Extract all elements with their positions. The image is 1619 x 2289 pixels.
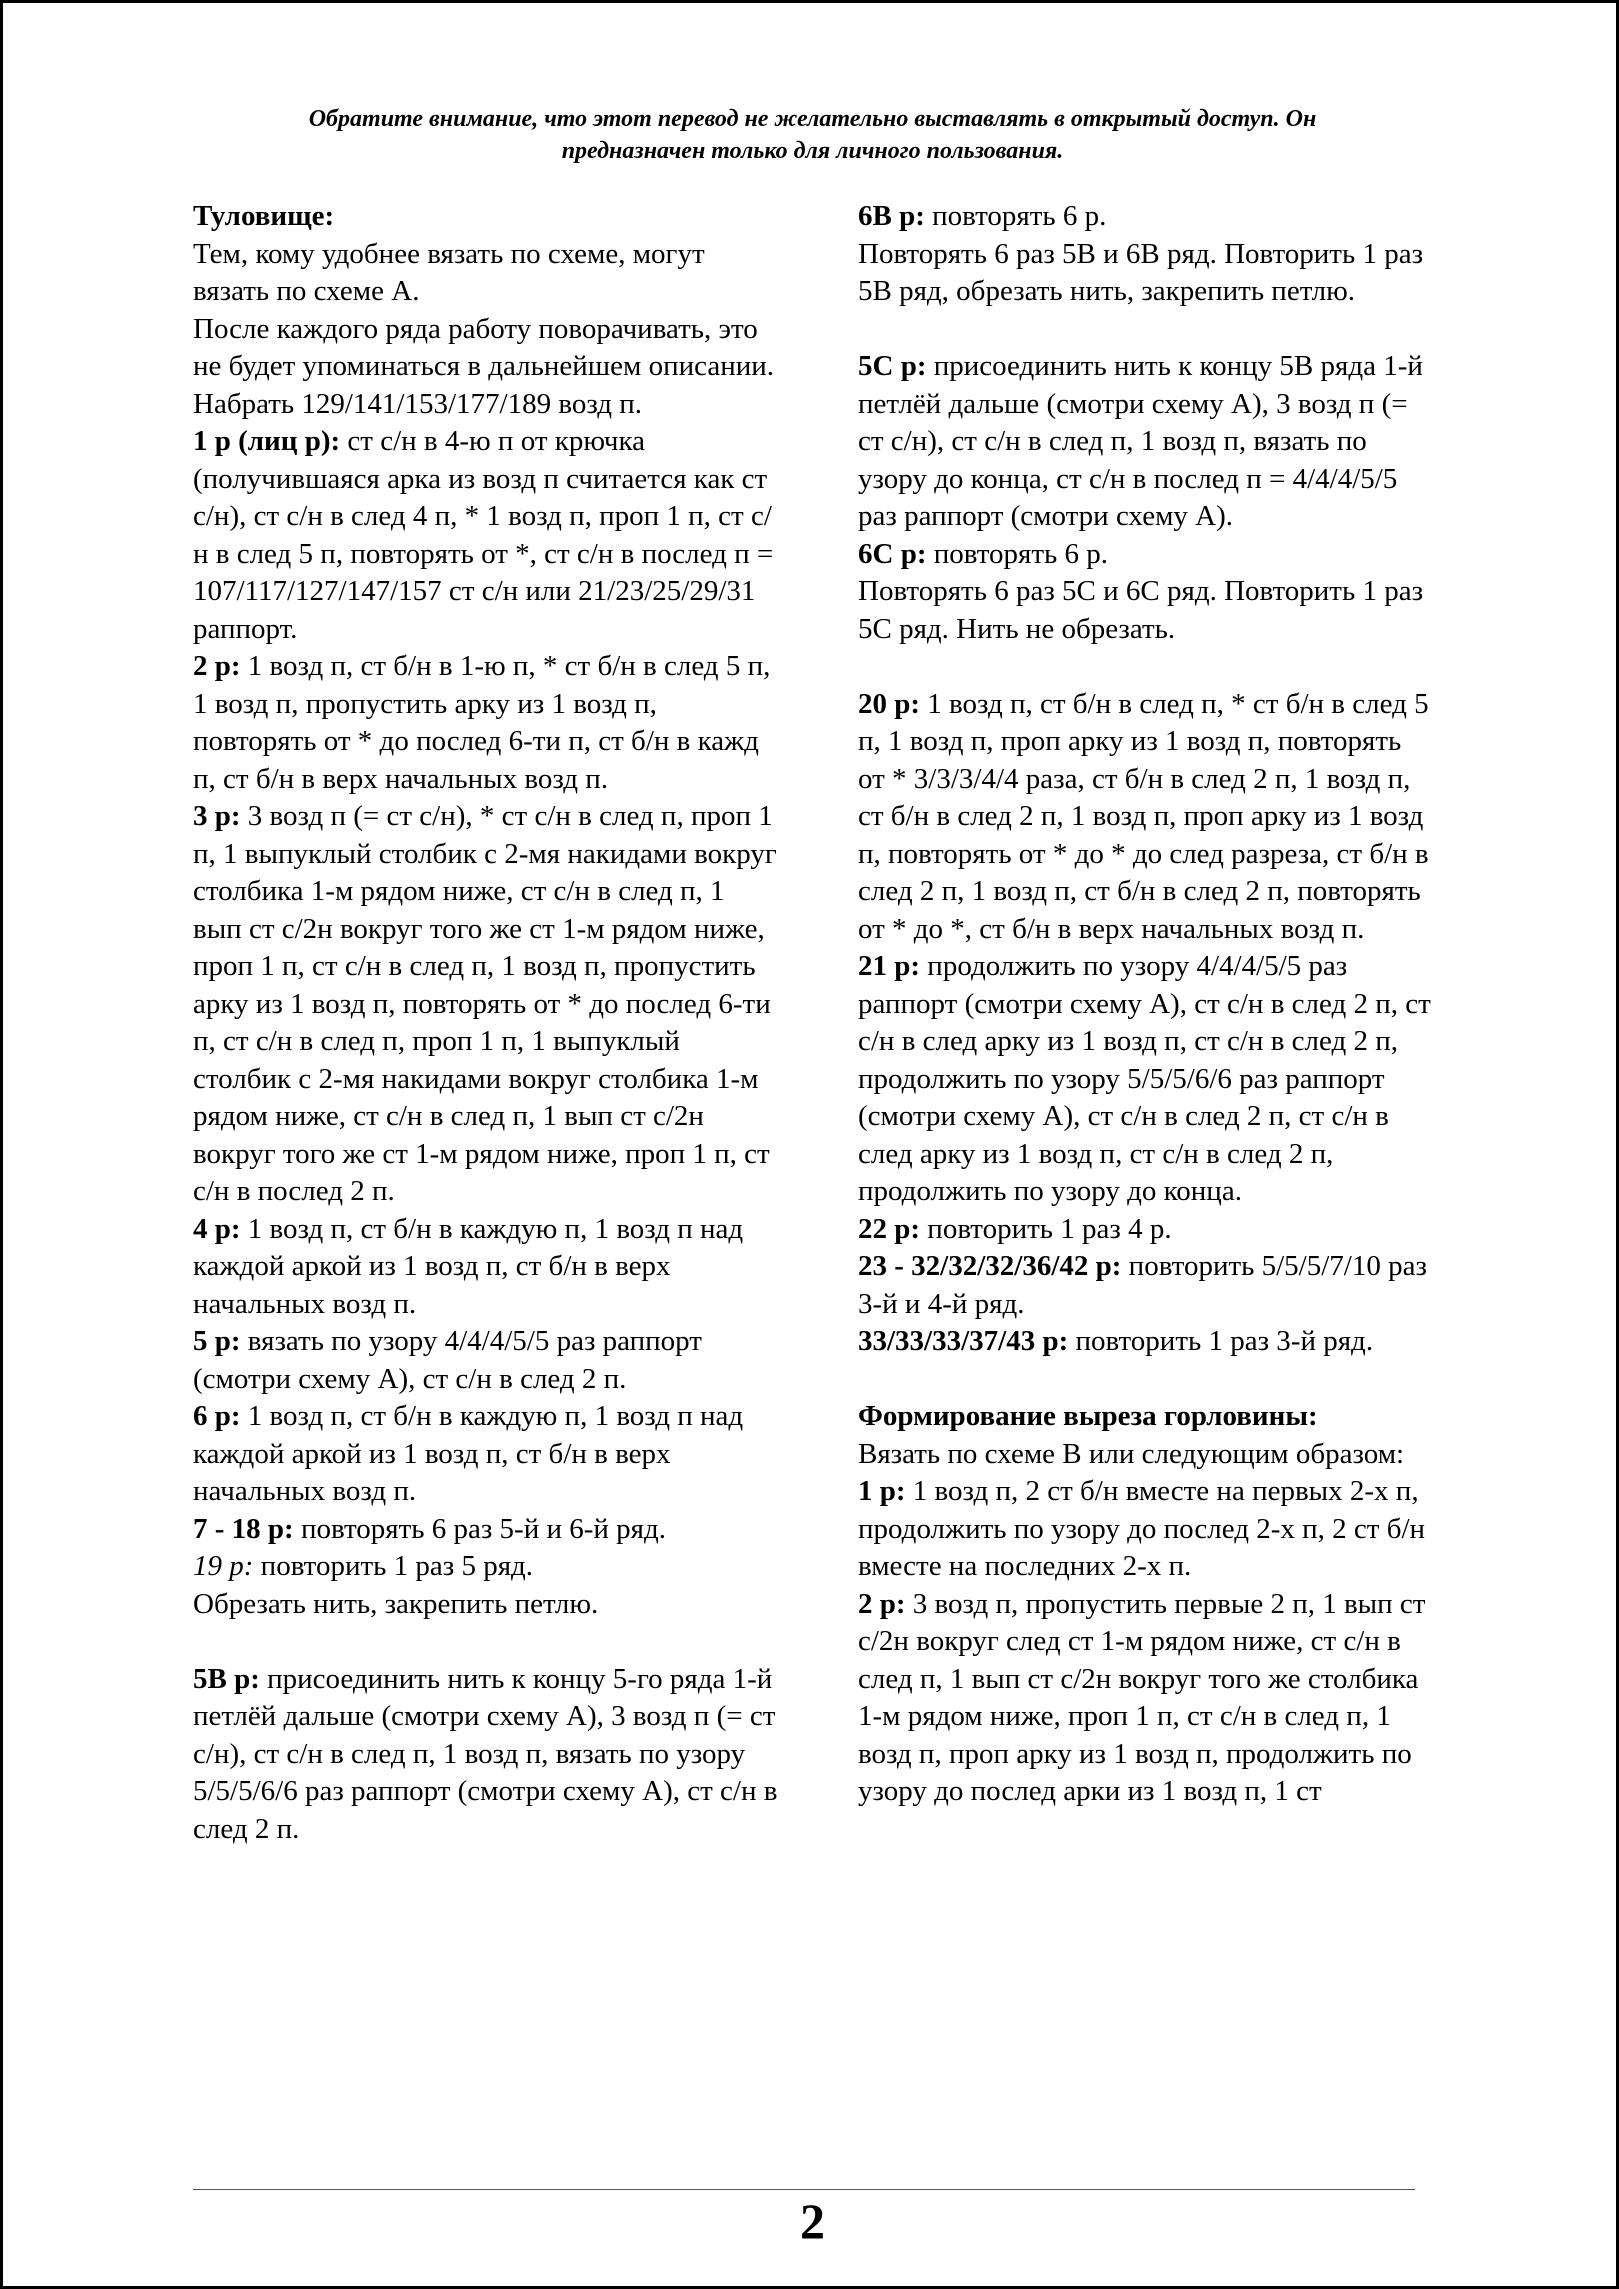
- row-instruction: 19 р: повторить 1 раз 5 ряд.: [193, 1550, 534, 1582]
- paragraph-gap: [858, 1361, 1433, 1399]
- section-heading-body: Туловище:: [193, 200, 335, 232]
- row-instruction: 7 - 18 р: повторять 6 раз 5-й и 6-й ряд.: [193, 1512, 667, 1545]
- row-instruction: 23 - 32/32/32/36/42 р: повторить 5/5/5/7/10 раз 3-й и 4-й ряд.: [858, 1250, 1427, 1320]
- row-instruction: 1 р: 1 возд п, 2 ст б/н вместе на первых 2-х п, продолжить по узору до послед 2-х п, 2 ст б/н вместе на последних 2-х п.: [858, 1475, 1426, 1582]
- row-instruction: 20 р: 1 возд п, ст б/н в след п, * ст б/н в след 5 п, 1 возд п, проп арку из 1 возд п, повторять от * 3/3/3/4/4 раза, ст б/н в след 2 п, 1 возд п, ст б/н в след 2 п, 1 возд п, проп арку из 1 возд п, повторять от * до * до след разреза, ст б/н в след 2 п, 1 возд п, ст б/н в след 2 п, повторять от * до *, ст б/н в верх начальных возд п.: [858, 687, 1429, 945]
- row-label: 4 р:: [193, 1212, 241, 1245]
- row-instruction: 2 р: 3 возд п, пропустить первые 2 п, 1 вып ст с/2н вокруг след ст 1-м рядом ниже, ст с/н в след п, 1 вып ст с/2н вокруг того же столбика 1-м рядом ниже, проп 1 п, ст с/н в след п, 1 возд п, проп арку из 1 возд п, продолжить по узору до послед арки из 1 возд п, 1 ст: [858, 1587, 1426, 1807]
- notice-line-2: предназначен только для личного пользования.: [561, 138, 1064, 164]
- row-instruction: 6С р: повторять 6 р.: [858, 537, 1109, 570]
- row-label: 33/33/33/37/43 р:: [858, 1325, 1069, 1357]
- row-label: 21 р:: [858, 950, 921, 982]
- row-label: 19 р:: [193, 1550, 254, 1582]
- notice-line-1: Обратите внимание, что этот перевод не желательно выставлять в открытый доступ. Он: [308, 106, 1317, 132]
- row-instruction: 1 р (лиц р): ст с/н в 4-ю п от крючка (получившаяся арка из возд п считается как ст с/н), ст с/н в след 4 п, * 1 возд п, проп 1 п, ст с/н в след 5 п, повторять от *, ст с/н в послед п = 107/117/127/147/157 ст с/н или 21/23/25/29/31 раппорт.: [193, 425, 774, 645]
- row-label: 2 р:: [858, 1587, 906, 1620]
- row-label: 3 р:: [193, 800, 241, 832]
- row-instruction: 5В р: присоединить нить к концу 5-го ряда 1-й петлёй дальше (смотри схему А), 3 возд п (= ст с/н), ст с/н в след п, 1 возд п, вязать по узору 5/5/5/6/6 раз раппорт (смотри схему А), ст с/н в след 2 п.: [193, 1662, 778, 1845]
- row-label: 6 р:: [193, 1400, 241, 1432]
- row-instruction: 21 р: продолжить по узору 4/4/4/5/5 раз раппорт (смотри схему А), ст с/н в след 2 п, ст с/н в след арку из 1 возд п, ст с/н в след 2 п, продолжить по узору 5/5/5/6/6 раз раппорт (смотри схему А), ст с/н в след 2 п, ст с/н в след арку из 1 возд п, ст с/н в след 2 п, продолжить по узору до конца.: [858, 950, 1431, 1207]
- left-column: [193, 198, 778, 1848]
- row-label: 5С р:: [858, 350, 927, 382]
- row-instruction: 2 р: 1 возд п, ст б/н в 1-ю п, * ст б/н в след 5 п, 1 возд п, пропустить арку из 1 возд п, повторять от * до послед 6-ти п, ст б/н в кажд п, ст б/н в верх начальных возд п.: [193, 650, 771, 795]
- row-label: 22 р:: [858, 1212, 921, 1245]
- row-label: 6С р:: [858, 537, 927, 570]
- row-label: 1 р (лиц р):: [193, 425, 341, 457]
- row-label: 5В р:: [193, 1662, 260, 1695]
- row-instruction: 5С р: присоединить нить к концу 5В ряда 1-й петлёй дальше (смотри схему А), 3 возд п (= ст с/н), ст с/н в след п, 1 возд п, вязать по узору до конца, ст с/н в послед п = 4/4/4/5/5 раз раппорт (смотри схему А).: [858, 350, 1423, 532]
- row-label: 20 р:: [858, 687, 921, 720]
- section-heading-neckline: Формирование выреза горловины:: [858, 1400, 1318, 1432]
- row-instruction: 33/33/33/37/43 р: повторить 1 раз 3-й ряд.: [858, 1325, 1374, 1357]
- row-label: 6В р:: [858, 200, 925, 232]
- row-instruction: 6В р: повторять 6 р.: [858, 200, 1107, 232]
- intro-paragraph: Набрать 129/141/153/177/189 возд п.: [193, 387, 643, 420]
- row-instruction: 5 р: вязать по узору 4/4/4/5/5 раз раппорт (смотри схему А), ст с/н в след 2 п.: [193, 1325, 702, 1395]
- footer-divider: [193, 2189, 1415, 2190]
- paragraph-gap: [193, 1623, 778, 1661]
- page-number: 2: [800, 2193, 825, 2249]
- intro-paragraph: Вязать по схеме В или следующим образом:: [858, 1437, 1405, 1470]
- instruction-paragraph: Повторять 6 раз 5В и 6В ряд. Повторить 1 раз 5В ряд, обрезать нить, закрепить петлю.: [858, 237, 1424, 307]
- row-label: 7 - 18 р:: [193, 1512, 294, 1545]
- row-instruction: 6 р: 1 возд п, ст б/н в каждую п, 1 возд п над каждой аркой из 1 возд п, ст б/н в верх начальных возд п.: [193, 1400, 744, 1507]
- paragraph-gap: [858, 311, 1433, 349]
- intro-paragraph: После каждого ряда работу поворачивать, это не будет упоминаться в дальнейшем описании.: [193, 312, 775, 382]
- intro-paragraph: Тем, кому удобнее вязать по схеме, могут вязать по схеме А.: [193, 237, 705, 307]
- row-label: 2 р:: [193, 650, 241, 682]
- row-label: 23 - 32/32/32/36/42 р:: [858, 1250, 1122, 1282]
- privacy-notice: [3, 103, 1619, 167]
- right-column: [858, 198, 1433, 1811]
- paragraph-gap: [858, 648, 1433, 686]
- row-label: 5 р:: [193, 1325, 241, 1357]
- row-instruction: 3 р: 3 возд п (= ст с/н), * ст с/н в след п, проп 1 п, 1 выпуклый столбик с 2-мя накидами вокруг столбика 1-м рядом ниже, ст с/н в след п, 1 вып ст с/2н вокруг того же ст 1-м рядом ниже, проп 1 п, ст с/н в след п, 1 возд п, пропустить арку из 1 возд п, повторять от * до послед 6-ти п, ст с/н в след п, проп 1 п, 1 выпуклый столбик с 2-мя накидами вокруг столбика 1-м рядом ниже, ст с/н в след п, 1 вып ст с/2н вокруг того же ст 1-м рядом ниже, проп 1 п, ст с/н в послед 2 п.: [193, 800, 777, 1207]
- instruction-paragraph: Обрезать нить, закрепить петлю.: [193, 1587, 599, 1620]
- instruction-paragraph: Повторять 6 раз 5С и 6С ряд. Повторить 1 раз 5С ряд. Нить не обрезать.: [858, 575, 1424, 645]
- row-instruction: 4 р: 1 возд п, ст б/н в каждую п, 1 возд п над каждой аркой из 1 возд п, ст б/н в верх начальных возд п.: [193, 1212, 744, 1320]
- row-instruction: 22 р: повторить 1 раз 4 р.: [858, 1212, 1172, 1245]
- row-label: 1 р:: [858, 1475, 906, 1507]
